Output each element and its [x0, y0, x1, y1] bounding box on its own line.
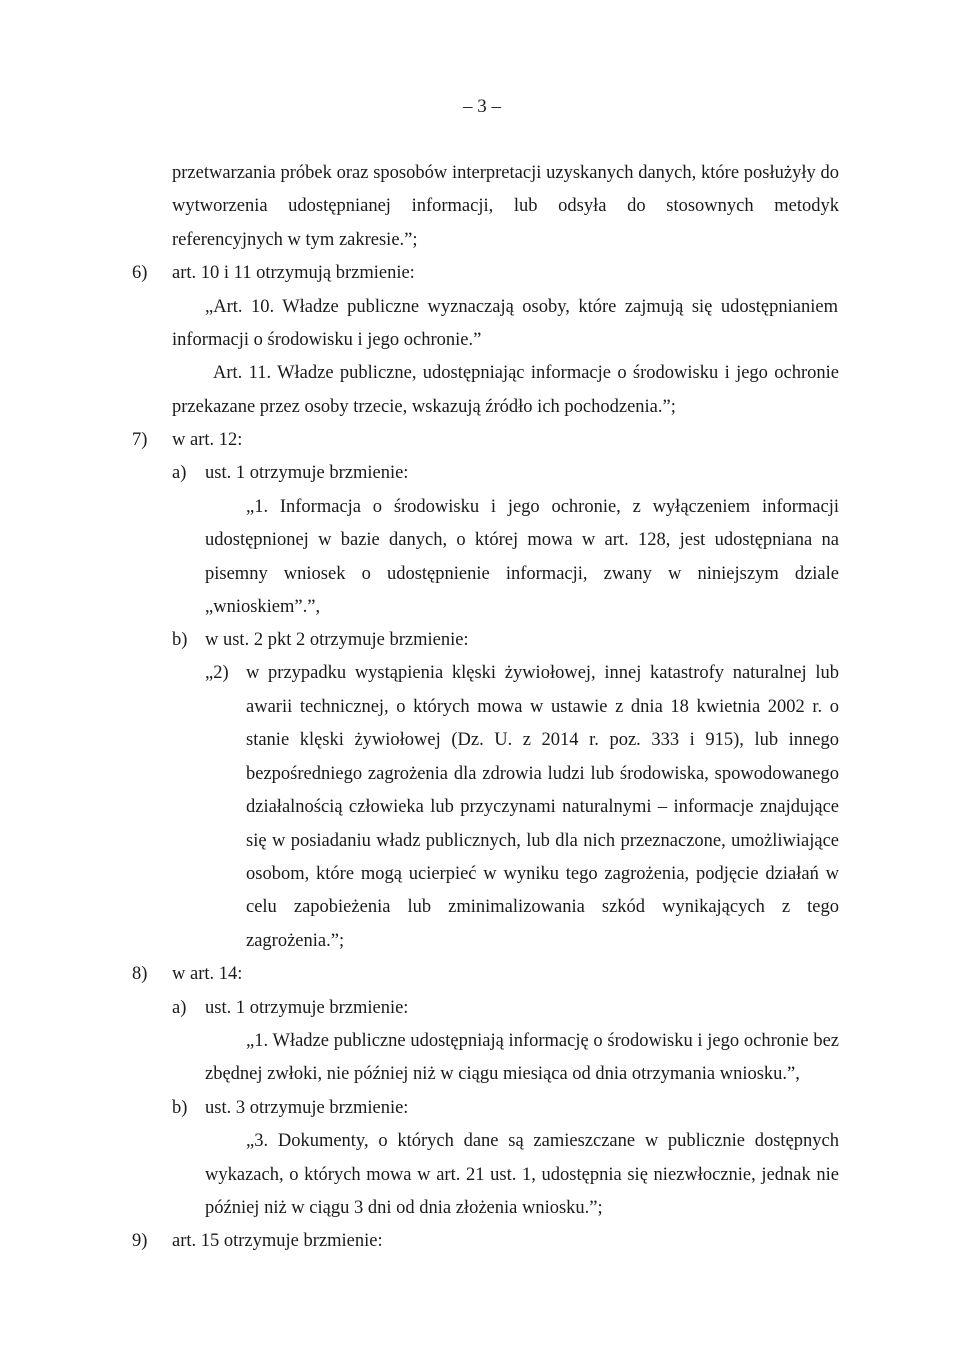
item-number: 6) [132, 263, 148, 283]
text-line: Art. 11. Władze publiczne, udostępniając informacje o środowisku i jego ochronie [213, 363, 839, 383]
text-line: w przypadku wystąpienia klęski żywiołowej, innej katastrofy naturalnej lub [246, 663, 839, 683]
text-line: celu zapobieżenia lub zminimalizowania szkód wynikających z tego [246, 897, 839, 917]
text-line: stanie klęski żywiołowej (Dz. U. z 2014 r. poz. 333 i 915), lub innego [246, 730, 839, 750]
text-line: „1. Informacja o środowisku i jego ochronie, z wyłączeniem informacji [246, 497, 839, 517]
text-line: w art. 12: [172, 430, 243, 450]
text-line: przetwarzania próbek oraz sposobów interpretacji uzyskanych danych, które posłużyły do [172, 163, 839, 183]
text-line: pisemny wniosek o udostępnienie informacji, zwany w niniejszym dziale [205, 564, 839, 584]
text-line: ust. 3 otrzymuje brzmienie: [205, 1098, 409, 1118]
text-line: „3. Dokumenty, o których dane są zamieszczane w publicznie dostępnych [246, 1131, 839, 1151]
text-line: przekazane przez osoby trzecie, wskazują źródło ich pochodzenia.”; [172, 397, 676, 417]
sub-item-letter: a) [172, 998, 187, 1018]
text-line: ust. 1 otrzymuje brzmienie: [205, 998, 409, 1018]
text-line: art. 10 i 11 otrzymują brzmienie: [172, 263, 415, 283]
text-line: „1. Władze publiczne udostępniają informację o środowisku i jego ochronie bez [246, 1031, 839, 1051]
text-line: referencyjnych w tym zakresie.”; [172, 230, 418, 250]
text-line: działalnością człowieka lub przyczynami naturalnymi – informacje znajdujące [246, 797, 839, 817]
text-line: w art. 14: [172, 964, 243, 984]
sub-item-letter: a) [172, 463, 187, 483]
text-line: później niż w ciągu 3 dni od dnia złożenia wniosku.”; [205, 1198, 603, 1218]
text-line: wytworzenia udostępnianej informacji, lub odsyła do stosownych metodyk [172, 196, 839, 216]
text-line: osobom, które mogą ucierpieć w wyniku tego zagrożenia, podjęcie działań w [246, 864, 839, 884]
text-line: wykazach, o których mowa w art. 21 ust. 1, udostępnia się niezwłocznie, jednak nie [205, 1165, 839, 1185]
text-line: awarii technicznej, o których mowa w ustawie z dnia 18 kwietnia 2002 r. o [246, 697, 839, 717]
text-line: ust. 1 otrzymuje brzmienie: [205, 463, 409, 483]
text-line: bezpośredniego zagrożenia dla zdrowia ludzi lub środowiska, spowodowanego [246, 764, 839, 784]
text-line: informacji o środowisku i jego ochronie.” [172, 330, 482, 350]
item-number: 7) [132, 430, 148, 450]
text-line: zagrożenia.”; [246, 931, 345, 951]
item-number: 9) [132, 1231, 148, 1251]
text-line: „wnioskiem”.”, [205, 597, 321, 617]
text-line: art. 15 otrzymuje brzmienie: [172, 1231, 383, 1251]
text-line: zbędnej zwłoki, nie później niż w ciągu miesiąca od dnia otrzymania wniosku.”, [205, 1064, 800, 1084]
text-line: udostępnionej w bazie danych, o której mowa w art. 128, jest udostępniana na [205, 530, 839, 550]
item-number: 8) [132, 964, 148, 984]
text-line: w ust. 2 pkt 2 otrzymuje brzmienie: [205, 630, 469, 650]
page-number: – 3 – [463, 96, 501, 117]
text-line: się w posiadaniu władz publicznych, lub dla nich przeznaczone, umożliwiające [246, 831, 839, 851]
text-line: „Art. 10. Władze publiczne wyznaczają osoby, które zajmują się udostępnianiem [205, 297, 838, 317]
sub-item-letter: b) [172, 630, 188, 650]
point-number: „2) [205, 663, 229, 683]
sub-item-letter: b) [172, 1098, 188, 1118]
